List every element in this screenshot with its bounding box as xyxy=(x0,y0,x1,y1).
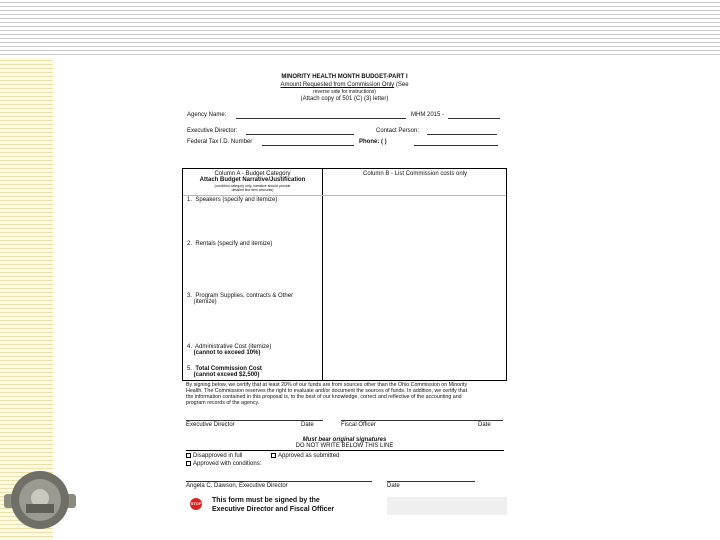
checkbox-icon xyxy=(186,453,191,458)
item-sub: (itemize) xyxy=(193,299,217,305)
stop-sign-icon: STOP xyxy=(190,498,202,510)
form-subtitle-3: (Attach copy of 501 (C) (3) letter) xyxy=(300,96,389,102)
date-label-2: Date xyxy=(478,422,491,428)
separator-line xyxy=(186,450,504,451)
federal-tax-label: Federal Tax I.D. Number xyxy=(187,139,253,145)
disapproved-checkbox[interactable] xyxy=(186,453,242,459)
column-a-note: (condition category only, narrative should provide xyxy=(214,184,291,188)
certification-text-3: the information contained in this proposal is, to the best of our knowledge, correct and reflective of the accounting and xyxy=(186,394,462,400)
commission-seal-logo xyxy=(4,468,76,532)
item-label: Rentals (specify and itemize) xyxy=(195,241,273,247)
grey-box xyxy=(387,497,507,515)
column-a-subtitle: Attach Budget Narrative/Justification xyxy=(199,177,306,183)
do-not-write-note: DO NOT WRITE BELOW THIS LINE xyxy=(295,443,394,449)
checkbox-icon xyxy=(271,453,276,458)
executive-director-label: Executive Director: xyxy=(187,128,238,134)
director-date-label: Date xyxy=(387,483,400,489)
signing-notice-1: This form must be signed by the xyxy=(212,497,320,504)
director-date-line[interactable] xyxy=(387,481,475,482)
column-a-title: Column A - Budget Category xyxy=(214,171,291,177)
item-sub: (cannot exceed $2,500) xyxy=(193,372,260,378)
item-label: Program Supplies, contracts & Other xyxy=(195,293,294,299)
item-label: Speakers (specify and itemize) xyxy=(195,197,278,203)
item-label: Total Commission Cost xyxy=(195,366,262,372)
contact-person-label: Contact Person: xyxy=(376,128,420,134)
item-number: 5. xyxy=(187,366,193,372)
column-b-title: Column B - List Commission costs only xyxy=(362,171,468,177)
phone-field[interactable] xyxy=(414,145,498,146)
item-number: 2. xyxy=(187,241,193,247)
item-number: 3. xyxy=(187,293,193,299)
fiscal-signature-label: Fiscal Officer xyxy=(341,422,376,428)
form-subtitle-2: reverse side for instructions) xyxy=(313,89,376,95)
budget-item-total[interactable] xyxy=(187,366,262,378)
approved-conditions-checkbox[interactable] xyxy=(186,461,261,467)
column-a-note-2: detailed line item amounts) xyxy=(231,188,274,192)
budget-item-speakers[interactable] xyxy=(187,197,277,203)
checkbox-label: Approved with conditions: xyxy=(193,461,262,467)
executive-signature-label: Executive Director xyxy=(186,422,235,428)
header-stripes xyxy=(0,0,720,57)
item-number: 1. xyxy=(187,197,193,203)
column-divider xyxy=(322,169,323,380)
header-divider xyxy=(183,195,506,196)
federal-tax-field[interactable] xyxy=(262,145,354,146)
approved-checkbox[interactable] xyxy=(271,453,339,459)
phone-label: Phone: ( ) xyxy=(359,139,387,145)
budget-item-admin[interactable] xyxy=(187,344,271,356)
certification-text-1: By signing below, we certify that at least 20% of our funds are from sources other than the Ohio Commission on Minority xyxy=(186,382,468,388)
mhm-label: MHM 2015 - xyxy=(411,112,445,118)
checkbox-icon xyxy=(186,461,191,466)
original-signatures-note: Must bear original signatures xyxy=(302,437,387,443)
executive-signature-line[interactable] xyxy=(186,420,323,421)
subtitle-underlined: Amount Requested from Commission Only xyxy=(280,82,395,88)
fiscal-signature-line[interactable] xyxy=(341,420,503,421)
date-label-1: Date xyxy=(301,422,314,428)
form-subtitle xyxy=(182,82,507,88)
budget-table xyxy=(182,168,507,381)
director-signature-line[interactable] xyxy=(186,481,372,482)
budget-item-rentals[interactable] xyxy=(187,241,272,247)
contact-person-field[interactable] xyxy=(427,134,497,135)
certification-text-4: program records of the agency. xyxy=(186,400,260,406)
signing-notice-2: Executive Director and Fiscal Officer xyxy=(212,506,335,513)
mhm-field[interactable] xyxy=(448,118,500,119)
director-name: Angela C. Dawson, Executive Director xyxy=(186,483,288,489)
item-sub: (cannot to exceed 10%) xyxy=(193,350,261,356)
budget-item-supplies[interactable] xyxy=(187,293,293,305)
agency-name-label: Agency Name: xyxy=(187,112,227,118)
item-number: 4. xyxy=(187,344,193,350)
executive-director-field[interactable] xyxy=(246,134,354,135)
certification-text-2: Health. The Commission reserves the right to evaluate and/or document the sources of funds. In addition, we certify that xyxy=(186,388,468,394)
form-title: MINORITY HEALTH MONTH BUDGET-PART I xyxy=(281,74,408,80)
subtitle-rest: (See xyxy=(394,82,409,88)
item-label: Administrative Cost (itemize) xyxy=(195,344,272,350)
checkbox-label: Approved as submitted xyxy=(278,453,340,459)
agency-name-field[interactable] xyxy=(236,118,406,119)
checkbox-label: Disapproved in full xyxy=(193,453,243,459)
